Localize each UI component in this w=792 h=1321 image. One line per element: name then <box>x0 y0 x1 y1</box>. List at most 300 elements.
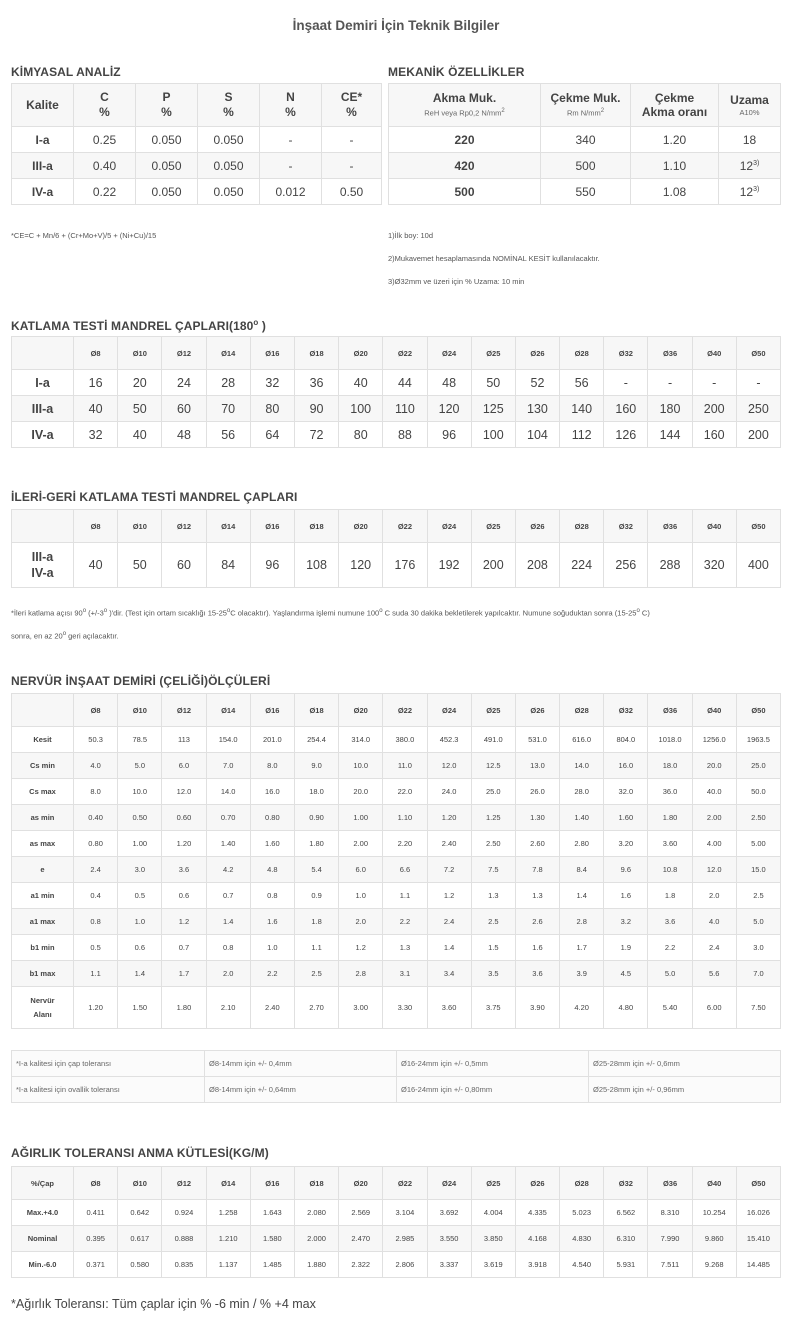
table-cell: 288 <box>648 543 692 588</box>
table-cell: 1.258 <box>206 1200 250 1226</box>
table-cell: 2.080 <box>294 1200 338 1226</box>
table-cell: 1.20 <box>427 805 471 831</box>
table-cell: 9.860 <box>692 1226 736 1252</box>
row-label: a1 min <box>12 883 74 909</box>
row-label: Cs min <box>12 753 74 779</box>
header-diameter: Ø16 <box>250 510 294 543</box>
table-cell: 3.60 <box>427 987 471 1029</box>
table-cell: 1.6 <box>515 935 559 961</box>
table-row: III-a 0.40 0.050 0.050 - - <box>12 153 382 179</box>
table-cell: 15.0 <box>736 857 780 883</box>
table-cell: 2.00 <box>692 805 736 831</box>
table-cell: 140 <box>560 396 604 422</box>
table-cell: - <box>648 370 692 396</box>
table-cell: 9.268 <box>692 1252 736 1278</box>
table-cell: 2.0 <box>339 909 383 935</box>
table-cell: 1.7 <box>560 935 604 961</box>
table-cell: 1.4 <box>560 883 604 909</box>
table-cell: 3.00 <box>339 987 383 1029</box>
table-cell: 26.0 <box>515 779 559 805</box>
katlama-title: KATLAMA TESTİ MANDREL ÇAPLARI(180$^o$ ) <box>11 318 266 333</box>
table-cell: 3.2 <box>604 909 648 935</box>
table-cell: 192 <box>427 543 471 588</box>
ce-formula-note: *CE=C + Mn/6 + (Cr+Mo+V)/5 + (Ni+Cu)/15 <box>11 231 157 240</box>
table-cell: 4.335 <box>515 1200 559 1226</box>
table-cell: 120 <box>427 396 471 422</box>
table-cell: 108 <box>294 543 338 588</box>
table-cell: 2.50 <box>736 805 780 831</box>
header-diameter: Ø40 <box>692 337 736 370</box>
header-diameter: Ø14 <box>206 694 250 727</box>
header-diameter: Ø10 <box>118 510 162 543</box>
table-cell: 5.6 <box>692 961 736 987</box>
table-cell: 14.485 <box>736 1252 780 1278</box>
table-cell: 32.0 <box>604 779 648 805</box>
mekanik-table <box>388 83 781 205</box>
header-diameter: Ø20 <box>339 337 383 370</box>
header-diameter: Ø16 <box>250 1167 294 1200</box>
table-cell: 2.000 <box>294 1226 338 1252</box>
table-cell: 200 <box>692 396 736 422</box>
table-row: IV-a 0.22 0.050 0.050 0.012 0.50 <box>12 179 382 205</box>
table-cell: 1.4 <box>427 935 471 961</box>
agirlik-note: *Ağırlık Toleransı: Tüm çaplar için % -6 min / % +4 max <box>11 1297 316 1311</box>
table-cell: 4.0 <box>74 753 118 779</box>
table-cell: 10.0 <box>118 779 162 805</box>
table-cell: 200 <box>471 543 515 588</box>
table-cell: 1.1 <box>294 935 338 961</box>
header-diameter: Ø32 <box>604 694 648 727</box>
table-cell: 3.337 <box>427 1252 471 1278</box>
table-cell: - <box>736 370 780 396</box>
table-cell: 22.0 <box>383 779 427 805</box>
table-row: 500 550 1.08 12$^{3)}$ <box>389 179 781 205</box>
table-cell: 491.0 <box>471 727 515 753</box>
table-cell: 531.0 <box>515 727 559 753</box>
table-cell: 1.60 <box>604 805 648 831</box>
table-cell: 18.0 <box>294 779 338 805</box>
table-cell: 7.8 <box>515 857 559 883</box>
table-cell: 380.0 <box>383 727 427 753</box>
table-row <box>12 779 781 805</box>
header-diameter: Ø12 <box>162 694 206 727</box>
table-cell: 5.4 <box>294 857 338 883</box>
table-cell: 40 <box>74 396 118 422</box>
table-cell: 0.6 <box>118 935 162 961</box>
header-corner: %/Çap <box>12 1167 74 1200</box>
table-cell: 13.0 <box>515 753 559 779</box>
table-cell: 0.7 <box>206 883 250 909</box>
table-cell: 0.5 <box>74 935 118 961</box>
table-cell: 1.5 <box>471 935 515 961</box>
header-corner <box>12 510 74 543</box>
header-diameter: Ø36 <box>648 337 692 370</box>
page-title: İnşaat Demiri İçin Teknik Bilgiler <box>292 18 500 33</box>
table-cell: 125 <box>471 396 515 422</box>
table-cell: 1.00 <box>339 805 383 831</box>
table-cell: 2.40 <box>427 831 471 857</box>
table-cell: 100 <box>339 396 383 422</box>
table-cell: 130 <box>515 396 559 422</box>
header-uzama: Uzama A10% <box>719 84 781 127</box>
table-cell: 72 <box>294 422 338 448</box>
header-s: S % <box>198 84 260 127</box>
table-row <box>12 805 781 831</box>
table-cell: 2.322 <box>339 1252 383 1278</box>
table-cell: 0.6 <box>162 883 206 909</box>
table-cell: 0.642 <box>118 1200 162 1226</box>
table-row <box>12 935 781 961</box>
table-cell: 28.0 <box>560 779 604 805</box>
table-cell: 7.5 <box>471 857 515 883</box>
table-cell: 8.0 <box>250 753 294 779</box>
table-row <box>12 753 781 779</box>
table-row <box>12 727 781 753</box>
header-ce: CE* % <box>322 84 382 127</box>
header-corner <box>12 337 74 370</box>
table-cell: 104 <box>515 422 559 448</box>
table-cell: 44 <box>383 370 427 396</box>
table-cell: 1.2 <box>162 909 206 935</box>
table-cell: 160 <box>692 422 736 448</box>
table-cell: 40 <box>339 370 383 396</box>
header-diameter: Ø20 <box>339 510 383 543</box>
table-cell: 16.0 <box>604 753 648 779</box>
katlama-table <box>11 336 781 448</box>
table-cell: 3.550 <box>427 1226 471 1252</box>
table-cell: 1.643 <box>250 1200 294 1226</box>
table-cell: 6.00 <box>692 987 736 1029</box>
table-cell: 4.0 <box>692 909 736 935</box>
table-cell: 120 <box>339 543 383 588</box>
header-diameter: Ø22 <box>383 1167 427 1200</box>
table-cell: 1.10 <box>383 805 427 831</box>
header-diameter: Ø50 <box>736 510 780 543</box>
table-row <box>12 831 781 857</box>
table-row <box>12 370 781 396</box>
header-akma: Akma Muk. ReH veya Rp0,2 $N/mm^2$ <box>389 84 541 127</box>
table-cell: 7.2 <box>427 857 471 883</box>
table-cell: 3.692 <box>427 1200 471 1226</box>
header-diameter: Ø8 <box>74 1167 118 1200</box>
table-cell: 0.888 <box>162 1226 206 1252</box>
table-cell: 1.210 <box>206 1226 250 1252</box>
header-diameter: Ø32 <box>604 1167 648 1200</box>
table-cell: 48 <box>427 370 471 396</box>
table-cell: 10.0 <box>339 753 383 779</box>
header-diameter: Ø26 <box>515 1167 559 1200</box>
header-diameter: Ø16 <box>250 694 294 727</box>
header-diameter: Ø10 <box>118 694 162 727</box>
header-diameter: Ø20 <box>339 694 383 727</box>
header-diameter: Ø8 <box>74 337 118 370</box>
row-label: as max <box>12 831 74 857</box>
table-cell: 60 <box>162 396 206 422</box>
table-cell: 3.6 <box>162 857 206 883</box>
table-cell: 160 <box>604 396 648 422</box>
table-cell: 5.0 <box>736 909 780 935</box>
table-cell: 0.924 <box>162 1200 206 1226</box>
header-diameter: Ø50 <box>736 1167 780 1200</box>
table-cell: 2.6 <box>515 909 559 935</box>
table-cell: 1.485 <box>250 1252 294 1278</box>
table-cell: 1.2 <box>427 883 471 909</box>
table-cell: 201.0 <box>250 727 294 753</box>
table-cell: 16.026 <box>736 1200 780 1226</box>
table-cell: 10.8 <box>648 857 692 883</box>
table-cell: 0.580 <box>118 1252 162 1278</box>
row-label: III-a IV-a <box>12 543 74 588</box>
row-label: Kesit <box>12 727 74 753</box>
table-cell: 1.580 <box>250 1226 294 1252</box>
table-cell: 176 <box>383 543 427 588</box>
table-cell: 4.2 <box>206 857 250 883</box>
table-cell: 320 <box>692 543 736 588</box>
header-cekme-akma-orani: Çekme Akma oranı <box>631 84 719 127</box>
table-cell: 1.40 <box>206 831 250 857</box>
table-cell: 7.0 <box>736 961 780 987</box>
row-label: Cs max <box>12 779 74 805</box>
table-cell: 3.4 <box>427 961 471 987</box>
table-cell: 88 <box>383 422 427 448</box>
mekanik-note-3: 3)Ø32mm ve üzeri için % Uzama: 10 min <box>388 277 525 286</box>
header-diameter: Ø10 <box>118 1167 162 1200</box>
table-row <box>12 909 781 935</box>
table-cell: 64 <box>250 422 294 448</box>
header-diameter: Ø40 <box>692 694 736 727</box>
table-cell: 1.7 <box>162 961 206 987</box>
table-cell: 1.2 <box>339 935 383 961</box>
header-diameter: Ø20 <box>339 1167 383 1200</box>
table-cell: 0.395 <box>74 1226 118 1252</box>
table-cell: 16.0 <box>250 779 294 805</box>
ileri-geri-table <box>11 509 781 588</box>
table-cell: 1018.0 <box>648 727 692 753</box>
table-cell: 2.5 <box>471 909 515 935</box>
table-cell: 4.540 <box>560 1252 604 1278</box>
header-diameter: Ø36 <box>648 510 692 543</box>
table-cell: 1.80 <box>162 987 206 1029</box>
table-cell: 3.1 <box>383 961 427 987</box>
table-cell: 2.5 <box>294 961 338 987</box>
table-cell: 200 <box>736 422 780 448</box>
table-cell: 2.0 <box>692 883 736 909</box>
table-cell: 50 <box>118 396 162 422</box>
table-row: *I-a kalitesi için çap toleransı Ø8-14mm için +/- 0,4mm Ø16-24mm için +/- 0,5mm Ø25-28mm için +/- 0,6mm <box>12 1051 781 1077</box>
ileri-geri-title: İLERİ-GERİ KATLAMA TESTİ MANDREL ÇAPLARI <box>11 490 298 504</box>
table-cell: 2.8 <box>339 961 383 987</box>
table-cell: 4.00 <box>692 831 736 857</box>
table-cell: 9.0 <box>294 753 338 779</box>
table-cell: 400 <box>736 543 780 588</box>
header-diameter: Ø28 <box>560 337 604 370</box>
table-cell: 4.20 <box>560 987 604 1029</box>
table-cell: 11.0 <box>383 753 427 779</box>
header-diameter: Ø28 <box>560 510 604 543</box>
table-cell: 4.830 <box>560 1226 604 1252</box>
header-diameter: Ø8 <box>74 510 118 543</box>
table-cell: 0.7 <box>162 935 206 961</box>
header-diameter: Ø26 <box>515 337 559 370</box>
table-row <box>12 883 781 909</box>
table-cell: 3.6 <box>515 961 559 987</box>
table-cell: 1.4 <box>118 961 162 987</box>
table-cell: 0.8 <box>74 909 118 935</box>
header-diameter: Ø8 <box>74 694 118 727</box>
table-cell: 1.9 <box>604 935 648 961</box>
table-cell: 1.0 <box>118 909 162 935</box>
mekanik-note-2: 2)Mukavemet hesaplamasında NOMİNAL KESİT kullanılacaktır. <box>388 254 600 263</box>
table-cell: 7.50 <box>736 987 780 1029</box>
table-cell: 100 <box>471 422 515 448</box>
table-cell: 3.20 <box>604 831 648 857</box>
table-cell: 4.5 <box>604 961 648 987</box>
table-cell: 1.3 <box>471 883 515 909</box>
table-cell: 96 <box>427 422 471 448</box>
table-cell: 14.0 <box>560 753 604 779</box>
table-cell: 40 <box>118 422 162 448</box>
table-cell: 616.0 <box>560 727 604 753</box>
table-cell: 1.80 <box>648 805 692 831</box>
table-cell: 5.0 <box>118 753 162 779</box>
row-label: e <box>12 857 74 883</box>
table-cell: 3.75 <box>471 987 515 1029</box>
table-cell: 40.0 <box>692 779 736 805</box>
header-diameter: Ø24 <box>427 694 471 727</box>
table-row <box>12 857 781 883</box>
header-diameter: Ø25 <box>471 694 515 727</box>
table-cell: 20.0 <box>692 753 736 779</box>
header-diameter: Ø36 <box>648 1167 692 1200</box>
header-diameter: Ø22 <box>383 510 427 543</box>
table-cell: 14.0 <box>206 779 250 805</box>
header-diameter: Ø12 <box>162 510 206 543</box>
row-label: Nervür Alanı <box>12 987 74 1029</box>
mekanik-title: MEKANİK ÖZELLİKLER <box>388 65 525 79</box>
table-cell: 32 <box>250 370 294 396</box>
table-cell: 20.0 <box>339 779 383 805</box>
header-diameter: Ø18 <box>294 337 338 370</box>
table-cell: 4.004 <box>471 1200 515 1226</box>
table-cell: 96 <box>250 543 294 588</box>
table-cell: 0.60 <box>162 805 206 831</box>
table-cell: 113 <box>162 727 206 753</box>
table-cell: 5.931 <box>604 1252 648 1278</box>
table-cell: 5.023 <box>560 1200 604 1226</box>
table-cell: 1.20 <box>74 987 118 1029</box>
table-cell: 50.0 <box>736 779 780 805</box>
table-cell: - <box>692 370 736 396</box>
table-cell: 25.0 <box>736 753 780 779</box>
table-cell: 256 <box>604 543 648 588</box>
table-cell: 3.850 <box>471 1226 515 1252</box>
table-cell: 0.4 <box>74 883 118 909</box>
header-diameter: Ø25 <box>471 1167 515 1200</box>
table-cell: 1.20 <box>162 831 206 857</box>
table-cell: 6.310 <box>604 1226 648 1252</box>
row-label: Nominal <box>12 1226 74 1252</box>
table-cell: 3.0 <box>736 935 780 961</box>
header-diameter: Ø18 <box>294 510 338 543</box>
nervur-title: NERVÜR İNŞAAT DEMİRİ (ÇELİĞİ)ÖLÇÜLERİ <box>11 674 271 688</box>
table-cell: 78.5 <box>118 727 162 753</box>
tolerance-table <box>11 1050 781 1103</box>
header-diameter: Ø12 <box>162 337 206 370</box>
row-label: b1 max <box>12 961 74 987</box>
table-cell: 40 <box>74 543 118 588</box>
table-row <box>12 543 781 588</box>
header-diameter: Ø14 <box>206 1167 250 1200</box>
table-cell: 8.0 <box>74 779 118 805</box>
table-cell: 2.8 <box>560 909 604 935</box>
table-cell: 126 <box>604 422 648 448</box>
table-cell: 12.5 <box>471 753 515 779</box>
table-cell: 7.0 <box>206 753 250 779</box>
table-cell: 60 <box>162 543 206 588</box>
table-cell: 4.8 <box>250 857 294 883</box>
agirlik-title: AĞIRLIK TOLERANSI ANMA KÜTLESİ(KG/M) <box>11 1146 269 1160</box>
header-diameter: Ø26 <box>515 510 559 543</box>
table-cell: 2.10 <box>206 987 250 1029</box>
table-cell: 70 <box>206 396 250 422</box>
table-cell: 6.0 <box>162 753 206 779</box>
table-cell: 12.0 <box>427 753 471 779</box>
header-diameter: Ø24 <box>427 510 471 543</box>
table-cell: 1963.5 <box>736 727 780 753</box>
table-row <box>12 1226 781 1252</box>
table-cell: 6.6 <box>383 857 427 883</box>
table-cell: 48 <box>162 422 206 448</box>
table-cell: 224 <box>560 543 604 588</box>
table-cell: 0.5 <box>118 883 162 909</box>
table-cell: 24.0 <box>427 779 471 805</box>
header-n: N % <box>260 84 322 127</box>
table-cell: 2.2 <box>383 909 427 935</box>
table-cell: 24 <box>162 370 206 396</box>
table-cell: 25.0 <box>471 779 515 805</box>
table-cell: 1.0 <box>339 883 383 909</box>
mekanik-note-1: 1)İlk boy: 10d <box>388 231 434 240</box>
table-cell: 2.470 <box>339 1226 383 1252</box>
table-cell: 3.918 <box>515 1252 559 1278</box>
row-label: a1 max <box>12 909 74 935</box>
header-diameter: Ø14 <box>206 337 250 370</box>
header-p: P % <box>136 84 198 127</box>
header-diameter: Ø22 <box>383 694 427 727</box>
header-diameter: Ø16 <box>250 337 294 370</box>
header-diameter: Ø40 <box>692 1167 736 1200</box>
table-cell: 0.371 <box>74 1252 118 1278</box>
header-corner <box>12 694 74 727</box>
table-cell: 208 <box>515 543 559 588</box>
table-cell: 314.0 <box>339 727 383 753</box>
table-cell: 36 <box>294 370 338 396</box>
table-cell: 3.0 <box>118 857 162 883</box>
table-cell: 16 <box>74 370 118 396</box>
row-label: Min.-6.0 <box>12 1252 74 1278</box>
table-cell: 250 <box>736 396 780 422</box>
table-cell: 2.20 <box>383 831 427 857</box>
table-cell: 84 <box>206 543 250 588</box>
table-cell: 6.562 <box>604 1200 648 1226</box>
table-cell: 50 <box>118 543 162 588</box>
table-cell: 1.8 <box>294 909 338 935</box>
table-cell: 6.0 <box>339 857 383 883</box>
header-diameter: Ø14 <box>206 510 250 543</box>
agirlik-table <box>11 1166 781 1278</box>
table-cell: 1.25 <box>471 805 515 831</box>
table-cell: 1.50 <box>118 987 162 1029</box>
